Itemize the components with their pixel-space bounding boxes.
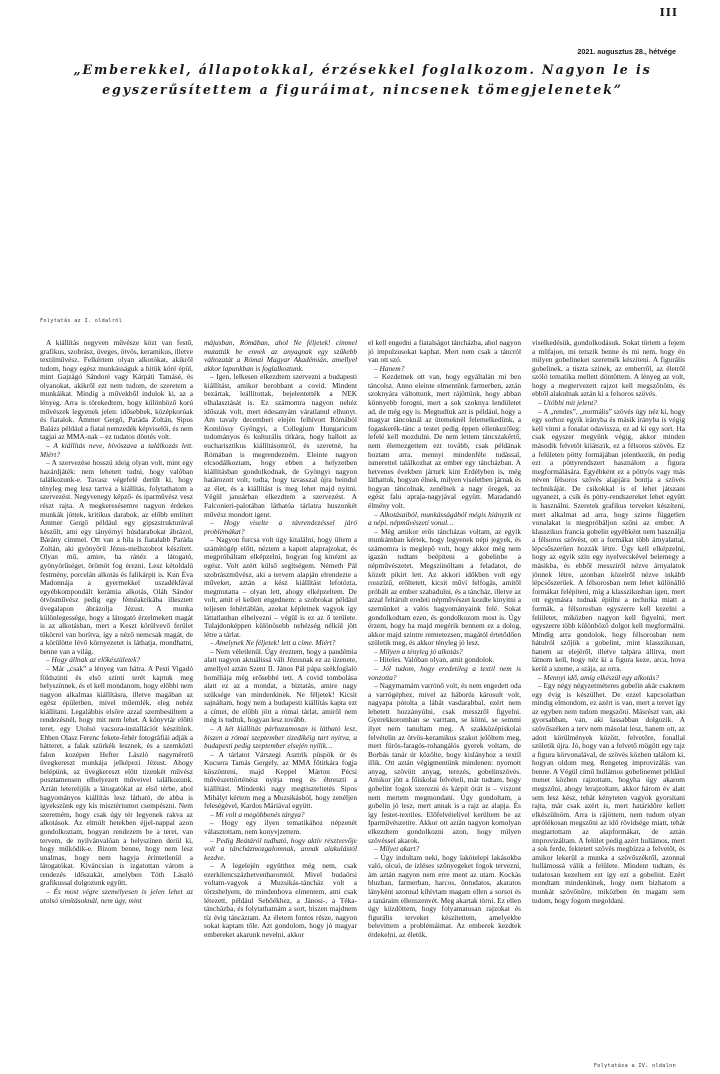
article-paragraph: – Már „csak” a lényeg van hátra. A Pesti Vigadó földszinti és első szinti terét kaptuk meg helyszínnek, és el kell mondanom, hogy előbbi nem nagyon alkalmas kiállításra, illetve magában az egész épületben, mivel műemlék, eleg nehéz kiállítani. Legalábbis elsőre azzal szembesültem a rendezésnél, hogy mit nem lehet. A könyvtár előtti teret, egy Utolsó vacsora-installációt készítünk. Ebben Olasz Ferenc fekete-fehér fotográfiái adják a hátteret, a falak szürkék lesznek, és a szemközti falon kozépen Hefter László nagyméretű üvegkereszt munkája jelképezi Jézust. Ahogy belépünk, az üvegkereszt előtt tizenkét művész posztamensen elhelyezett műveivel találkozunk. Aztán leterelijük a látogatókat az első térbe, ahol hagyományos kiállítás lesz látható, de abba is igyekszünk egy kis misztériumot csempészni. Nem szeretném, hogy csak úgy tér legyenek rakva az alkotások. Az elmúlt hetekben éjjel-nappal azon gondolkoztam, hogyan rendezem be a teret, van tervem, de nyilvánvalóan a helyszínen derül ki, hogy működik-e. Bízom benne, hogy nem lesz unalmas, hogy nem hagyja érintetlenül a látogatókat. Kiváncsian is izgatottan várom a rendezés időszakát, amelyben Tóth László grafikussal dolgozunk együtt. [40,663,193,888]
headline-line-1: „Emberekkel, állapotokkal, érzésekkel foglalkozom. Nagyon le is [73,62,652,77]
article-paragraph: – A legelején együtthez még nem, csak ezerkilencszázhetvenharomtól. Mivel budaörsi voltam-vagyok a Muzsikás-táncház volt a törzshelyem, de mindenhova elmentem, ami csak létezett, például Sebőékhez, a Jánosi-, a Téka-táncházba, és folytathatnám a sort, hiszen majdnem tíz évig táncáztam. Az életem fontos része, nagyon sokat kaptam tőle. Azt gondolom, hogy jó magyar embereket akarunk nevelni, akkor [204,861,357,939]
column-4 [532,339,685,1061]
article-paragraph: – Nagymamám varrónő volt, és nem engedett oda a varrógéphez, mivel az háborús károsult volt, nagyapa pótolta a lábát vasdarabbal, ezért nem lehetett hozzányúlni, csak messzről figyelni. Gyerekkoromban se varrtam, se kötni, se semmi ilyet nem tanultam meg. A szakközépiskolai felvételin az ötvös-keramikus szakot jelöltem meg, mert fürös-faragós-rohangálós gyerek voltam, de Borbás tanár úr közölte, hogy kislányhoz a textil illik. Ott aztán végigmentünk mindenen: nyomott anyag, szövött anyag, terezés, gobelinszövés. Amikor jött a főiskolai felvételi, már tudtam, hogy gobelint fogok szerezni és kárpit órát is – viszont nem mertem megmondani. Úgy gondoltam, a gobelin jó lesz, mert annak is a rajz az alapja. És így festet-textiles. Előfelvételivel kerültem be az Iparművészetire. Akkor ott aztán nagyon komolyan elkezdtem gondolkozni azon, hogy milyen szövéssel akarok. [368,681,521,845]
issue-date: 2021. augusztus 28., hétvége [577,47,676,56]
interview-question: – Mi volt a megöbbenés tárgya? [210,809,305,819]
article-paragraph: A kiállítás negyven művésze közt van festő, grafikus, szobrász, üveges, ötvös, keramikus, illetve textilművész. Felkértem olyan alkotókat, akikről tudom, hogy egész munkásságuk a hitük köré épül, mint Gajzágó Sándoré vagy Kárpáti Tamásé, és olyanokat, akikről ezt nem tudom, de szeretem a munkáikat. Mindig a művekből indulok ki, az a lényeg. Arra is törekedtem, hogy különböző korú művészek legyenek jelen: idősebbek, középkorúak és fiatalok. Ámmer Gergő, Parádа Zoltán, Sipos Balázs például a fiatal nemzedék képviselői, és nem tagjai az MMA-nak – ez tudatos döntés volt. [40,339,193,442]
article-paragraph: – A „rendes”, „normális” szövés úgy néz ki, hogy egy sorhoz egyik irányba és másik irányba is végig kell vinni a fonalat odavissza, ez ad ki egy sort. Ha csak egyszer megyünk végig, akkor minden második felvetőt kiiátszik, ez a félsoros szövés. Ez a felületen pötty formájában jelentkezik, én pedig ezt a pöttyrendszert használom a figura megformálására. Egyébként ez a pöttyös vagy más néven félsoros szövés alapjára bontja a szövés technikáját. De csikokkal is el lehet játszani ugyanezt, a csík és pötty-rendszereket lehet együtt is használni. Szeretek grafikus terveket készíteni, mert alkalmat ad arra, hogy szinte független vonalakat is megpróbáljon szőni az ember. A klasszikus francia gobelin egyébként nem használja a félsoros szövést, ott a formákat több árnyalattal, lépcsőszerűen hozzák létre. Úgy kell elképzelni, hogy az egyik szín egy nyelvecskével belemegy a másikba, és ebből messziről nézve árnyalatok jönnek létre, azonban közelről nézve inkább lépcsőszerűek. A félsorosban nem lehet különálló formákat felépíteni, míg a klasszikusban igen, mert ott egymásra tudnak épülni a technika miatt a formák, a félsorosban egyszerre kell kezelni a felületet, miközben nagyon kell figyelni, mert egyszerre több különböző dolgot kell megformálni. Mindig arra gondolok, hogy félsorosban nem hátulról szőjük a gobelint, mint klasszikusan, hanem az elejéről, illetve talpára állítva, mert látnom kell, hogy néz ki a figura keze, arca, hova kerül a szeme, a szája, az orra. [532,406,685,673]
article-paragraph: – Még amikor erős táncházas voltam, az egyik munkámban kértek, hogy legyenek népi jegyek, és számomra is meglepő volt, hogy akkor még nem igazán tudtam beépíteni a gobelinbe a népművészetet. Megszünöltam a feladatot, de közelt pikírt lett. Az akkori időkben volt egy rosszízű, erőltetett, kicsit műví felfogás, amitől próbált az ember szabadulni, és a táncház, illetve az azzal feltárult eredeti népművészet kezdte kinyitni a szemünket a valós hagyományaink felé. Sokat gondolkodtam ezen, és gondolkozom most is. Úgy érzem, hogy ha majd megérik bennem ez a dolog, akkor majd szintre remtetezsen, magától értetődően születik meg, és akkor tényleg jó lesz. [368,526,521,648]
article-paragraph: viselkedésük, gondolkodásuk. Sokat törtem a fejem a műfajon, mi tetszik benne és mi nem, hogy én milyen gobelineket szeretnék készíteni. A figurális gobelinek, a tiszta színek, az emberről, az életről szóló tematika mellett döntöttem. A lényeg az volt, hogy a megtervezett rajzot kell megszőnöm, és ebből alakulnak aztán ki a felsoros szövés. [532,339,685,399]
article-paragraph: – A szervezése hosszú ideig olyan volt, mint egy hazárdjáték: nem lehetett tudni, hogy valóban találkozunk-e. Tavasz végefelé derült ki, hogy tényleg meg lesz tartva a kiállítás, folytathatom a szervezést. Negyvenegy képző- és iparművész vesz részt rajta. A megkeresésemre nagyon érdekes munkák jöttek, kritikus darabok, az előbb említett Ámmer Gergő például egy gipszstrukturával készült, ami egy tányérnyi húsdarabokat ábrázol, Bárány címmel. Ott van a híla is fiatalabb Parádа Zoltán, aki gyönyörű Jézus-mellszobrot készített. Olyan mű, amire, ha ránéz a látogató, gyönyörűséget, örömöt fog érezni. Lesz kétoldalú festmény, porcelán alkotás és falikárpit is. Kun Éva Madonnája a gyermekkel uszadékfával egyébkompondált kerámia alkotás, Oláh Sándor ötvösművész pedig egy féméakrikába illesztett üvegalapon ábrázolja Jézust. A munka különlegessége, hogy a látogató érzelmekett magát is az alkotásban, mert a Keszt körülvevő ferület tükörrel van borítva, így a néző nemcsak magát, de a körülötte lévő környezetet is láthatja, mondhatni, benne van a világ. [40,458,193,656]
page-number: III [659,6,678,19]
article-paragraph: – Egy négy négyzetméteres gobelin akár csaknem egy évig is készülhet. De ezzel kapcsolatban mindig elmondom, ez azért is van, mert a tervet így az egyben nem tudom megszőni. Másrészt van, aki gyorsabban, van, aki lassabban dolgozik. A szövőszéken a terv nem másolat lesz, hanem ott, az adott körülmények között, felvetőre, fonallal születik újra. Jó, hogy van a felvető mögött egy rajz a figura körvonalával, de szövés közben találom ki, hogyan oldom meg. Rengeteg improvizálás van benne. A Végül című hullámos gobelinemet például menet közben rajzottam, hogyha úgy akarom megszőni, ahogy lerajzoltam, akkor három év alatt sem lesz kész, tehát kényteten vagyok gyorsítani rajta, már csak azért is, mert határidőre kellett elkészülnöm. Arra is rájöttem, nem tudom olyan aprólékosan megszőni az idő rövidsége miatt, tehát megtartottam az alapformákat, de aztán improvizáltam. A felület pedig azért hullámos, mert a sok ferde, fektetett szövés megbízza a felvetőt, és amikor lekerül a munka a szövőszékről, azonnal hullámossá válik a felülete. Mindent tudtam, és tudatosan kezeltem ezt így ezt a gobelint. Ezért mondtam mindenkinek, hogy nem bizhatom a munkát szövőnőre, miközben én magam sem tudom, hogy fogom megoldani. [532,681,685,905]
interview-question: – Mennyi idő, amíg elkészül egy alkotás? [538,672,659,682]
interview-question: – Amelynek Ne féljetek! lett a címe. Miért? [210,638,336,648]
article-paragraph: – Úgy indultam neki, hogy lakótelepi lakásokba való, olcsó, de ízléses szőnyegeket fogok tervezni, ám aztán nagyon nem erre ment az utam. Kockás bluzban, farmerban, harcos, öntudatos, akaratos lányként azonnal kihívtam magam ellen a sorsot és a tanáraim ellenszenvét. Meg akartak törni. Ez ellen úgy küzdöttem, hogy folyamatosan rajzokat és figurális terveket készítettem, amelyekbe belevittem a problémáimat. Az emberek kezdtek érdekelni, az életük, [368,852,521,939]
headline-quote [40,60,685,100]
continued-from-note: Folytatás az I. oldalról [40,318,123,324]
interview-question: – Hogy viselte a távrendezéssel járó problémákat? [204,518,357,536]
interview-question: – Pedig Beátáról tudható, hogy aktív résztvevője volt a táncházmozgalomnak, annak alakulástól kezdve. [204,835,357,862]
interview-question: – Hanem? [374,363,405,373]
article-paragraph: – A tárlatot Várszegi Asztrik püspök úr és Kucsera Tamás Gergely, az MMA főtitkára fogja köszönteni, majd Keppel Márton Pécsi művészettörténész nyitja meg és ébreszti a kiállítást. Mindenki nagy megtiszteltetés Sipos Mihályt kértem meg a Muzsikásból, hogy zenéljen feleségével, Kardos Máriával együtt. [204,749,357,811]
continued-to-note: Folytatása a IV. oldalon [593,1063,676,1069]
column-2 [204,339,357,1061]
article-paragraph: – Nagyon furcsa volt úgy kitalálni, hogy ültem a számítógép előtt, néztem a kapott alaprajzokat, és megpróbáltam elképzelni, hogyan fog kinézni az egész. Volt azért külső segítségem. Németh Pál szobrászművész, aki a tervem alapján elrendezte a műveket, aztán a kész kiállítást lefotózta, megmutatta – olyan lett, ahogy elképzeltem. De volt, amit el kellett engednem: a szobrokat például teljesen fehértáblán, azokat képletnek vagyok így láttatlanban elhelyezni – végül is ez az ő területe. Tulajdonképpen különösebb nehézség nélkül jött létre a tárlat. [204,535,357,639]
interview-question: – Utóbbi mit jelent? [538,398,597,408]
interview-question: – Milyet akart? [374,844,420,854]
interview-question: – Jól tudom, hogy eredetileg a textil nem is vonzotta? [368,663,521,682]
article-body [40,339,685,1061]
article-paragraph: el kell engedni a fiatalságot táncházba, ahol nagyon jó impulzusokat kaphat. Mert nem csak a táncról van ott szó. [368,339,521,365]
interview-question: – Hogy állnak az előkészületek? [46,655,141,665]
column-3 [368,339,521,1061]
interview-question: – Milyen a tényleg jó alkotás? [374,646,463,656]
column-1 [40,339,193,1061]
article-paragraph: – Hogy egy ilyen tematikához népzenét választottam, nem konyvjzettem. [204,818,357,836]
interview-question: – Alkotásaiból, munkásságából mégis hiányzik ez a népi, népművészeti vonal… [368,509,521,528]
article-paragraph: – Nem véletlenül. Úgy éreztem, hogy a pandémia alatt nagyon aktuálissá vált Jézusnak ez az üzenete, amellyel aztán Szent II. János Pál pápa székfoglaló homíliája még erősebbé tett. A covid tombolása alatt ez az a mondat, a biztatás, amire nagy szüksége van mindenkinek. Ne féljetek! Kicsit sajnáltam, hogy nem a budapesti kiállítás kapta ezt a címet, de előbb jött a római tárlat, amiről nem még is tudtuk, hogyan lesz tovább. [204,646,357,725]
interview-question: – És most végre személyesen is jelen lehet az utolsó simításoknál, nem úgy, mint [40,887,193,905]
article-paragraph: – Igen, lelkesen elkezdtem szervezni a budapesti kiállítást, amikor berobbant a covid. Mindent bezártak, leállítottak, bejelentették a NEK elhalasztását is. Ez számomra nagyon nehéz időszak volt, mert édesanyám váratlanul elhunyt. Am tavaly decemberi elején felhívott Rómából Komlóssy Gyöngyi, a Collegium Hungaricum tudományos és kulturális titkára, hogy hallott az eucharisztikus kiállításomról, és szeretné, ha Rómában is megrendezném. Eleinte nagyon elcsodálkoztam, hogy ebben a helyzetben kiállításban gondolkodnak, de Gyöngyi nagyon határozott volt, tudta, hogy tavasszal újra beindul az élet, és a kiállítást is meg lehet majd nyitni. Végül januárban elkezdtem a szervezést. A Falconieri-palotában láthatóа tárlatra huszonkét művész mondott igent. [204,372,357,519]
headline-line-2: egyszerűsítettem a figuráimat, nincsenek tömegjelenetek” [102,82,623,97]
interview-question: májusban, Rómában, ahol Ne féljetek! címmel mutatták be ennek az anyagnak egy szűkebb változatát a Római Magyar Akadémián, amellyel akkor lapunkban is foglalkoztunk. [204,339,357,373]
interview-question: – A két kiállítás párhuzamosan is látható lesz, hiszen a római szeptember tizedikéig tart nyitva, a budapesti pedig szeptember elsején nyílik… [204,724,357,751]
article-paragraph: – Kezdetnek ott van, hogy egyáltalán mi ben táncolsz. Anno eleinte elmentünk farmerben, aztán szoknyára váltottunk, mert rájöttünk, hogy abban könnyebb forogni, mert a sok szoknya lendületet ad, de még egy is. Megtudtuk azt is például, hogy a magyar táncoknál az ütemeknél felemelkedünk, a fogaskerék-tánc a testet pedig éppen ellenkezőleg: lefelé kell mozdulni. De nem lettem táncszakértő, nem élemezgettem ezt tovább, csak példának hoztam arra, mennyi mindenféle tudással, ismerettel találkozhat az ember egy táncházban. A hetvenes években járturk kint Erdélyben is, még láthattuk, hogyan élnek, milyen viseletben járnak és hogyan táncolnak, zenélnek a nagy öregek, az egész falu apraja-nagyjával együtt. Maradandó élmény volt. [368,372,521,510]
article-paragraph: – Hiteles. Valóban olyan, amit gondolok. [374,655,495,665]
interview-question: – A kiállítás neve, hívószava a találkozás lett. Miért? [40,440,193,459]
